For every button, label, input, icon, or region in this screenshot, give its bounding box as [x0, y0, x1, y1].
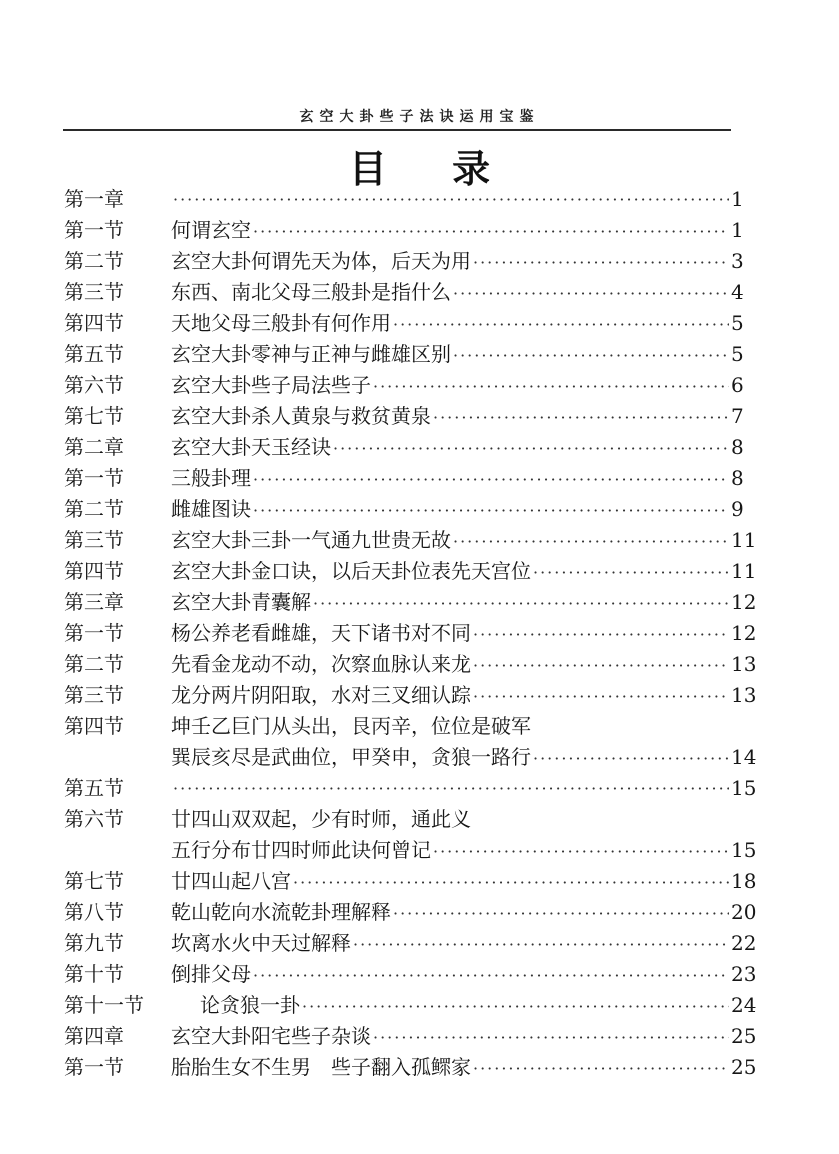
toc-entry-page: 22	[731, 931, 757, 955]
toc-entry-label: 第四节	[64, 311, 124, 335]
toc-entry-title: 坎离水火中天过解释	[171, 931, 351, 955]
toc-entry-title: 廿四山起八宫	[171, 869, 291, 893]
toc-entry-page: 15	[731, 776, 757, 800]
toc-dot-leader	[473, 681, 729, 712]
toc-entry-body	[171, 804, 731, 835]
toc-entry	[0, 525, 839, 556]
toc-entry-body	[171, 246, 731, 278]
running-header: 玄空大卦些子法诀运用宝鉴	[299, 109, 540, 125]
toc-entry-body	[171, 618, 731, 650]
toc-dot-leader	[473, 619, 729, 650]
toc-entry-body	[171, 525, 731, 557]
toc-entry-title: 玄空大卦青囊解	[171, 590, 311, 614]
toc-dot-leader	[473, 1053, 729, 1084]
toc-entry-page: 25	[731, 1024, 757, 1048]
toc-entry-title: 天地父母三般卦有何作用	[171, 311, 391, 335]
toc-entry-label: 第六节	[64, 373, 124, 397]
toc-entry-body	[171, 835, 731, 867]
toc-entry-body	[171, 711, 731, 742]
toc-entry-body	[171, 959, 731, 991]
toc-entry-title: 何谓玄空	[171, 218, 251, 242]
toc-entry-page: 4	[731, 280, 744, 304]
toc-entry-label: 第三章	[64, 590, 124, 614]
toc-entry	[0, 277, 839, 308]
toc-dot-leader	[313, 588, 729, 619]
toc-entry-label: 第六节	[64, 807, 124, 831]
toc-entry-title: 倒排父母	[171, 962, 251, 986]
toc-entry-body	[171, 680, 731, 712]
header-rule	[63, 129, 731, 131]
toc-entry	[0, 370, 839, 401]
toc-entry	[0, 339, 839, 370]
toc-entry-page: 5	[731, 311, 744, 335]
toc-entry	[0, 618, 839, 649]
toc-entry	[0, 866, 839, 897]
toc-entry-page: 1	[731, 187, 744, 211]
toc-entry	[0, 215, 839, 246]
toc-dot-leader	[433, 836, 729, 867]
toc-entry-title: 巽辰亥尽是武曲位，甲癸申，贪狼一路行	[171, 745, 531, 769]
toc-entry-title: 杨公养老看雌雄，天下诸书对不同	[171, 621, 471, 645]
toc-entry-label: 第二节	[64, 249, 124, 273]
toc-entry-page: 25	[731, 1055, 757, 1079]
toc-entry	[0, 308, 839, 339]
toc-entry-body	[171, 370, 731, 402]
toc-list	[0, 184, 839, 1083]
toc-entry-body	[171, 308, 731, 340]
toc-entry-body	[171, 773, 731, 804]
toc-entry-title: 玄空大卦何谓先天为体，后天为用	[171, 249, 471, 273]
toc-entry	[0, 463, 839, 494]
toc-entry-label: 第七节	[64, 869, 124, 893]
toc-entry-label: 第十一节	[64, 993, 144, 1017]
toc-entry	[0, 401, 839, 432]
toc-entry	[0, 1021, 839, 1052]
toc-dot-leader	[253, 960, 729, 991]
toc-entry-page: 8	[731, 435, 744, 459]
toc-entry-page: 9	[731, 497, 744, 521]
toc-entry-body	[171, 1021, 731, 1053]
toc-entry-title: 玄空大卦天玉经诀	[171, 435, 331, 459]
toc-entry	[0, 246, 839, 277]
toc-entry	[0, 928, 839, 959]
toc-entry-title: 东西、南北父母三般卦是指什么	[171, 280, 451, 304]
toc-dot-leader	[453, 340, 729, 371]
toc-entry-label: 第四节	[64, 714, 124, 738]
toc-entry	[0, 184, 839, 215]
toc-entry	[0, 556, 839, 587]
toc-entry-title: 先看金龙动不动，次察血脉认来龙	[171, 652, 471, 676]
toc-entry-page: 20	[731, 900, 757, 924]
toc-entry-title: 坤壬乙巨门从头出，艮丙辛，位位是破军	[171, 714, 531, 738]
toc-entry	[0, 587, 839, 618]
toc-entry	[0, 494, 839, 525]
toc-dot-leader	[433, 402, 729, 433]
toc-dot-leader	[253, 464, 729, 495]
toc-entry-title: 玄空大卦杀人黄泉与救贫黄泉	[171, 404, 431, 428]
toc-dot-leader	[293, 867, 729, 898]
toc-entry-body	[171, 742, 731, 774]
toc-entry-page: 6	[731, 373, 744, 397]
toc-entry-title: 玄空大卦金口诀，以后天卦位表先天宫位	[171, 559, 531, 583]
toc-entry-label: 第五节	[64, 342, 124, 366]
toc-entry-label: 第八节	[64, 900, 124, 924]
toc-entry	[0, 649, 839, 680]
toc-entry-body	[171, 401, 731, 433]
toc-entry	[0, 835, 839, 866]
toc-entry-label: 第十节	[64, 962, 124, 986]
toc-entry-body	[171, 432, 731, 464]
toc-entry-title: 论贪狼一卦	[200, 993, 300, 1017]
toc-dot-leader	[253, 495, 729, 526]
toc-entry-label: 第三节	[64, 528, 124, 552]
toc-entry-page: 7	[731, 404, 744, 428]
toc-entry-label: 第一节	[64, 218, 124, 242]
toc-entry-body	[171, 866, 731, 898]
toc-entry-title: 玄空大卦阳宅些子杂谈	[171, 1024, 371, 1048]
toc-entry-body	[171, 494, 731, 526]
toc-entry-label: 第一节	[64, 466, 124, 490]
toc-dot-leader	[302, 991, 729, 1022]
toc-entry-label: 第三节	[64, 280, 124, 304]
toc-entry-label: 第三节	[64, 683, 124, 707]
toc-dot-leader	[173, 184, 729, 215]
toc-entry-label: 第九节	[64, 931, 124, 955]
toc-dot-leader	[373, 371, 729, 402]
toc-entry	[0, 990, 839, 1021]
toc-entry-label: 第一节	[64, 621, 124, 645]
toc-dot-leader	[373, 1022, 729, 1053]
toc-entry-body	[171, 463, 731, 495]
toc-entry	[0, 1052, 839, 1083]
toc-dot-leader	[473, 247, 729, 278]
toc-entry-title: 玄空大卦零神与正神与雌雄区别	[171, 342, 451, 366]
toc-dot-leader	[393, 309, 729, 340]
toc-entry-title: 乾山乾向水流乾卦理解释	[171, 900, 391, 924]
toc-entry-label: 第四节	[64, 559, 124, 583]
toc-entry	[0, 959, 839, 990]
toc-entry-page: 11	[731, 559, 757, 583]
toc-dot-leader	[473, 650, 729, 681]
toc-dot-leader	[353, 929, 729, 960]
toc-entry-page: 5	[731, 342, 744, 366]
toc-entry-body	[171, 928, 731, 960]
toc-entry-page: 13	[731, 683, 757, 707]
toc-dot-leader	[533, 557, 729, 588]
toc-dot-leader	[453, 278, 729, 309]
toc-entry-label: 第二节	[64, 497, 124, 521]
toc-entry-page: 3	[731, 249, 744, 273]
toc-title: 目 录	[348, 146, 517, 191]
toc-entry-label: 第二章	[64, 435, 124, 459]
toc-dot-leader	[533, 743, 729, 774]
toc-entry-label: 第七节	[64, 404, 124, 428]
toc-dot-leader	[333, 433, 729, 464]
toc-dot-leader	[253, 216, 729, 247]
toc-dot-leader	[453, 526, 729, 557]
toc-entry-label: 第二节	[64, 652, 124, 676]
toc-entry-title: 胎胎生女不生男 些子翻入孤鳏家	[171, 1055, 471, 1079]
toc-entry-body	[171, 556, 731, 588]
toc-entry-page: 13	[731, 652, 757, 676]
toc-entry-body	[171, 339, 731, 371]
toc-entry-label: 第一节	[64, 1055, 124, 1079]
toc-entry-body	[200, 990, 731, 1022]
toc-entry	[0, 897, 839, 928]
toc-entry-page: 12	[731, 621, 757, 645]
toc-entry-title: 玄空大卦三卦一气通九世贵无故	[171, 528, 451, 552]
toc-entry-body	[171, 277, 731, 309]
toc-entry-page: 23	[731, 962, 757, 986]
toc-entry	[0, 773, 839, 804]
toc-entry-body	[171, 184, 731, 215]
toc-entry-body	[171, 897, 731, 929]
toc-entry-label: 第四章	[64, 1024, 124, 1048]
toc-entry-body	[171, 215, 731, 247]
toc-entry-body	[171, 587, 731, 619]
toc-entry-label: 第五节	[64, 776, 124, 800]
toc-dot-leader	[393, 898, 729, 929]
toc-entry-body	[171, 649, 731, 681]
toc-entry-body	[171, 1052, 731, 1084]
toc-entry-page: 18	[731, 869, 757, 893]
toc-entry-page: 1	[731, 218, 744, 242]
toc-entry-page: 12	[731, 590, 757, 614]
toc-entry	[0, 742, 839, 773]
toc-dot-leader	[173, 773, 729, 804]
toc-entry-title: 廿四山双双起，少有时师，通此义	[171, 807, 471, 831]
toc-entry-title: 玄空大卦些子局法些子	[171, 373, 371, 397]
toc-entry-label: 第一章	[64, 187, 124, 211]
toc-entry-title: 雌雄图诀	[171, 497, 251, 521]
toc-entry-page: 24	[731, 993, 757, 1017]
toc-entry-page: 8	[731, 466, 744, 490]
toc-entry-title: 三般卦理	[171, 466, 251, 490]
toc-entry	[0, 804, 839, 835]
toc-entry-page: 15	[731, 838, 757, 862]
toc-entry-page: 11	[731, 528, 757, 552]
toc-entry-title: 龙分两片阴阳取，水对三叉细认踪	[171, 683, 471, 707]
toc-entry	[0, 711, 839, 742]
toc-entry	[0, 432, 839, 463]
toc-entry	[0, 680, 839, 711]
toc-entry-page: 14	[731, 745, 757, 769]
toc-entry-title: 五行分布廿四时师此诀何曾记	[171, 838, 431, 862]
